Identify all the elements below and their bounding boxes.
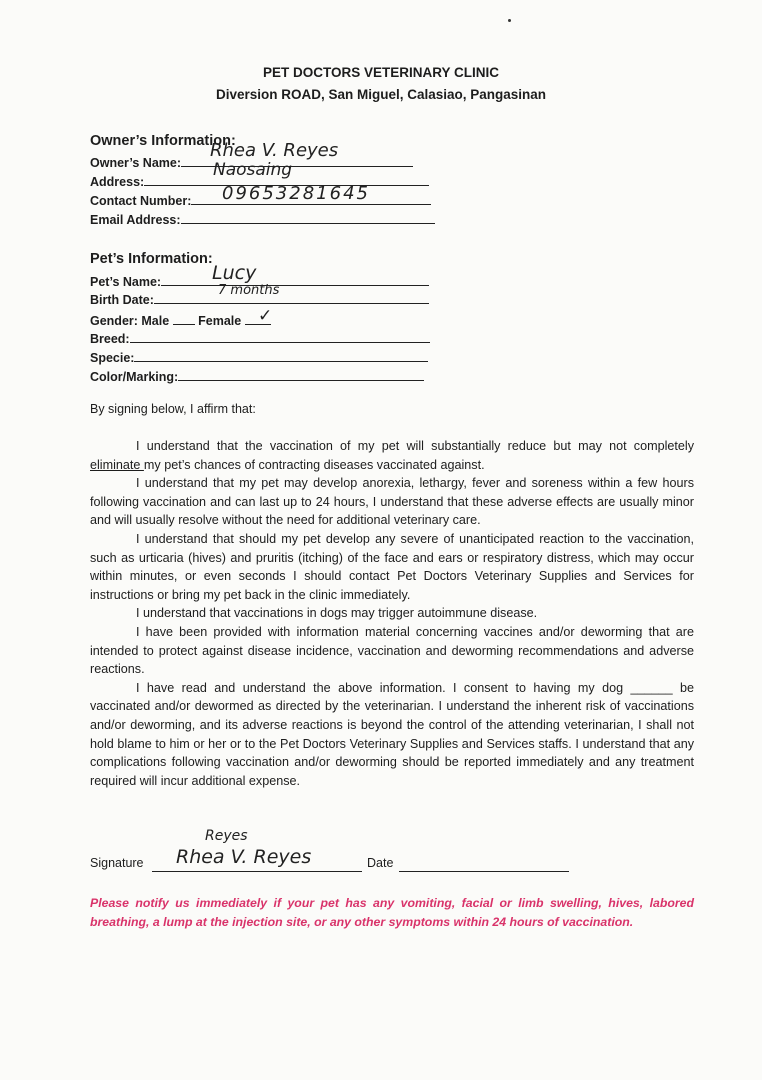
signature-handwritten-top: Reyes	[205, 828, 248, 844]
consent-body	[90, 437, 694, 790]
gender-field	[90, 312, 271, 328]
gender-female-label: Female	[198, 314, 242, 328]
paragraph-6: I have read and understand the above information. I consent to having my dog ______ be vaccinated and/or dewormed as directed by the veterinarian. I understand the inherent risk of vaccinations and/or deworming, and its adverse reactions is beyond the control of the attending veterinarian, I shall not hold blame to him or her or to the Pet Doctors Veterinary Supplies and Services staffs. I understand that any complications following vaccination and/or deworming should be reported immediately and any treatment required will incur additional expense.	[90, 680, 694, 788]
date-label: Date	[367, 856, 394, 870]
address-handwritten: Naosaing	[213, 160, 293, 180]
female-check-mark: ✓	[258, 306, 273, 325]
color-marking-field	[90, 368, 424, 384]
owner-name-handwritten: Rhea V. Reyes	[210, 140, 339, 161]
paragraph-5: I have been provided with information material concerning vaccines and/or deworming that are intended to protect against disease incidence, vaccination and deworming recommendations and adverse reactions.	[90, 624, 694, 677]
breed-line	[130, 330, 430, 343]
paragraph-1	[90, 437, 694, 474]
clinic-name: PET DOCTORS VETERINARY CLINIC	[262, 65, 500, 80]
birth-date-line	[154, 291, 429, 304]
date-line	[399, 870, 569, 872]
address-label: Address:	[90, 175, 145, 189]
email-field	[90, 211, 435, 227]
signature-label: Signature	[90, 856, 144, 870]
owner-name-label: Owner’s Name:	[90, 156, 182, 170]
specie-field	[90, 349, 428, 365]
paragraph-4: I understand that vaccinations in dogs may trigger autoimmune disease.	[136, 606, 538, 621]
affirm-statement: By signing below, I affirm that:	[90, 402, 256, 416]
contact-label: Contact Number:	[90, 194, 192, 208]
breed-label: Breed:	[90, 332, 130, 346]
specie-label: Specie:	[90, 351, 135, 365]
paragraph-1-b: my pet’s chances of contracting diseases vaccinated against.	[143, 457, 485, 472]
clinic-header	[0, 64, 762, 104]
pet-name-handwritten: Lucy	[212, 262, 257, 284]
email-line	[181, 211, 435, 224]
male-line	[173, 312, 195, 325]
pet-section-title: Pet’s Information:	[90, 251, 213, 267]
notice-text: Please notify us immediately if your pet has any vomiting, facial or limb swelling, hives, labored breathing, a lump at the injection site, or any other symptoms within 24 hours of vaccination.	[90, 896, 694, 929]
signature-line	[152, 870, 362, 872]
paragraph-2: I understand that my pet may develop anorexia, lethargy, fever and soreness within a few hours following vaccination and can last up to 24 hours, I understand that these adverse effects are usually minor and will usually resolve without the need for additional veterinary care.	[90, 476, 694, 528]
breed-field	[90, 330, 430, 346]
paragraph-1-a: I understand that the vaccination of my pet will substantially reduce but may not completely	[136, 439, 694, 453]
signature-handwritten: Rhea V. Reyes	[176, 846, 312, 868]
specie-line	[134, 349, 428, 362]
contact-handwritten: 09653281645	[222, 183, 370, 204]
paragraph-3: I understand that should my pet develop any severe of unanticipated reaction to the vaccination, such as urticaria (hives) and pruritis (itching) of the face and ears or respiratory distress, which may occur within minutes, or even seconds I should contact Pet Doctors Veterinary Supplies and Services for instructions or bring my pet back in the clinic immediately.	[90, 531, 694, 602]
scan-speck	[508, 19, 511, 22]
color-marking-label: Color/Marking:	[90, 370, 179, 384]
color-marking-line	[178, 368, 424, 381]
gender-male-label: Gender: Male	[90, 314, 170, 328]
birth-date-label: Birth Date:	[90, 293, 154, 307]
email-label: Email Address:	[90, 213, 181, 227]
owner-section-title: Owner’s Information:	[90, 133, 236, 149]
birth-date-handwritten: 7 months	[218, 283, 280, 298]
clinic-address: Diversion ROAD, San Miguel, Calasiao, Pangasinan	[215, 87, 547, 102]
pet-name-line	[161, 273, 429, 286]
pet-name-label: Pet’s Name:	[90, 275, 162, 289]
paragraph-1-underlined: eliminate	[90, 457, 144, 472]
